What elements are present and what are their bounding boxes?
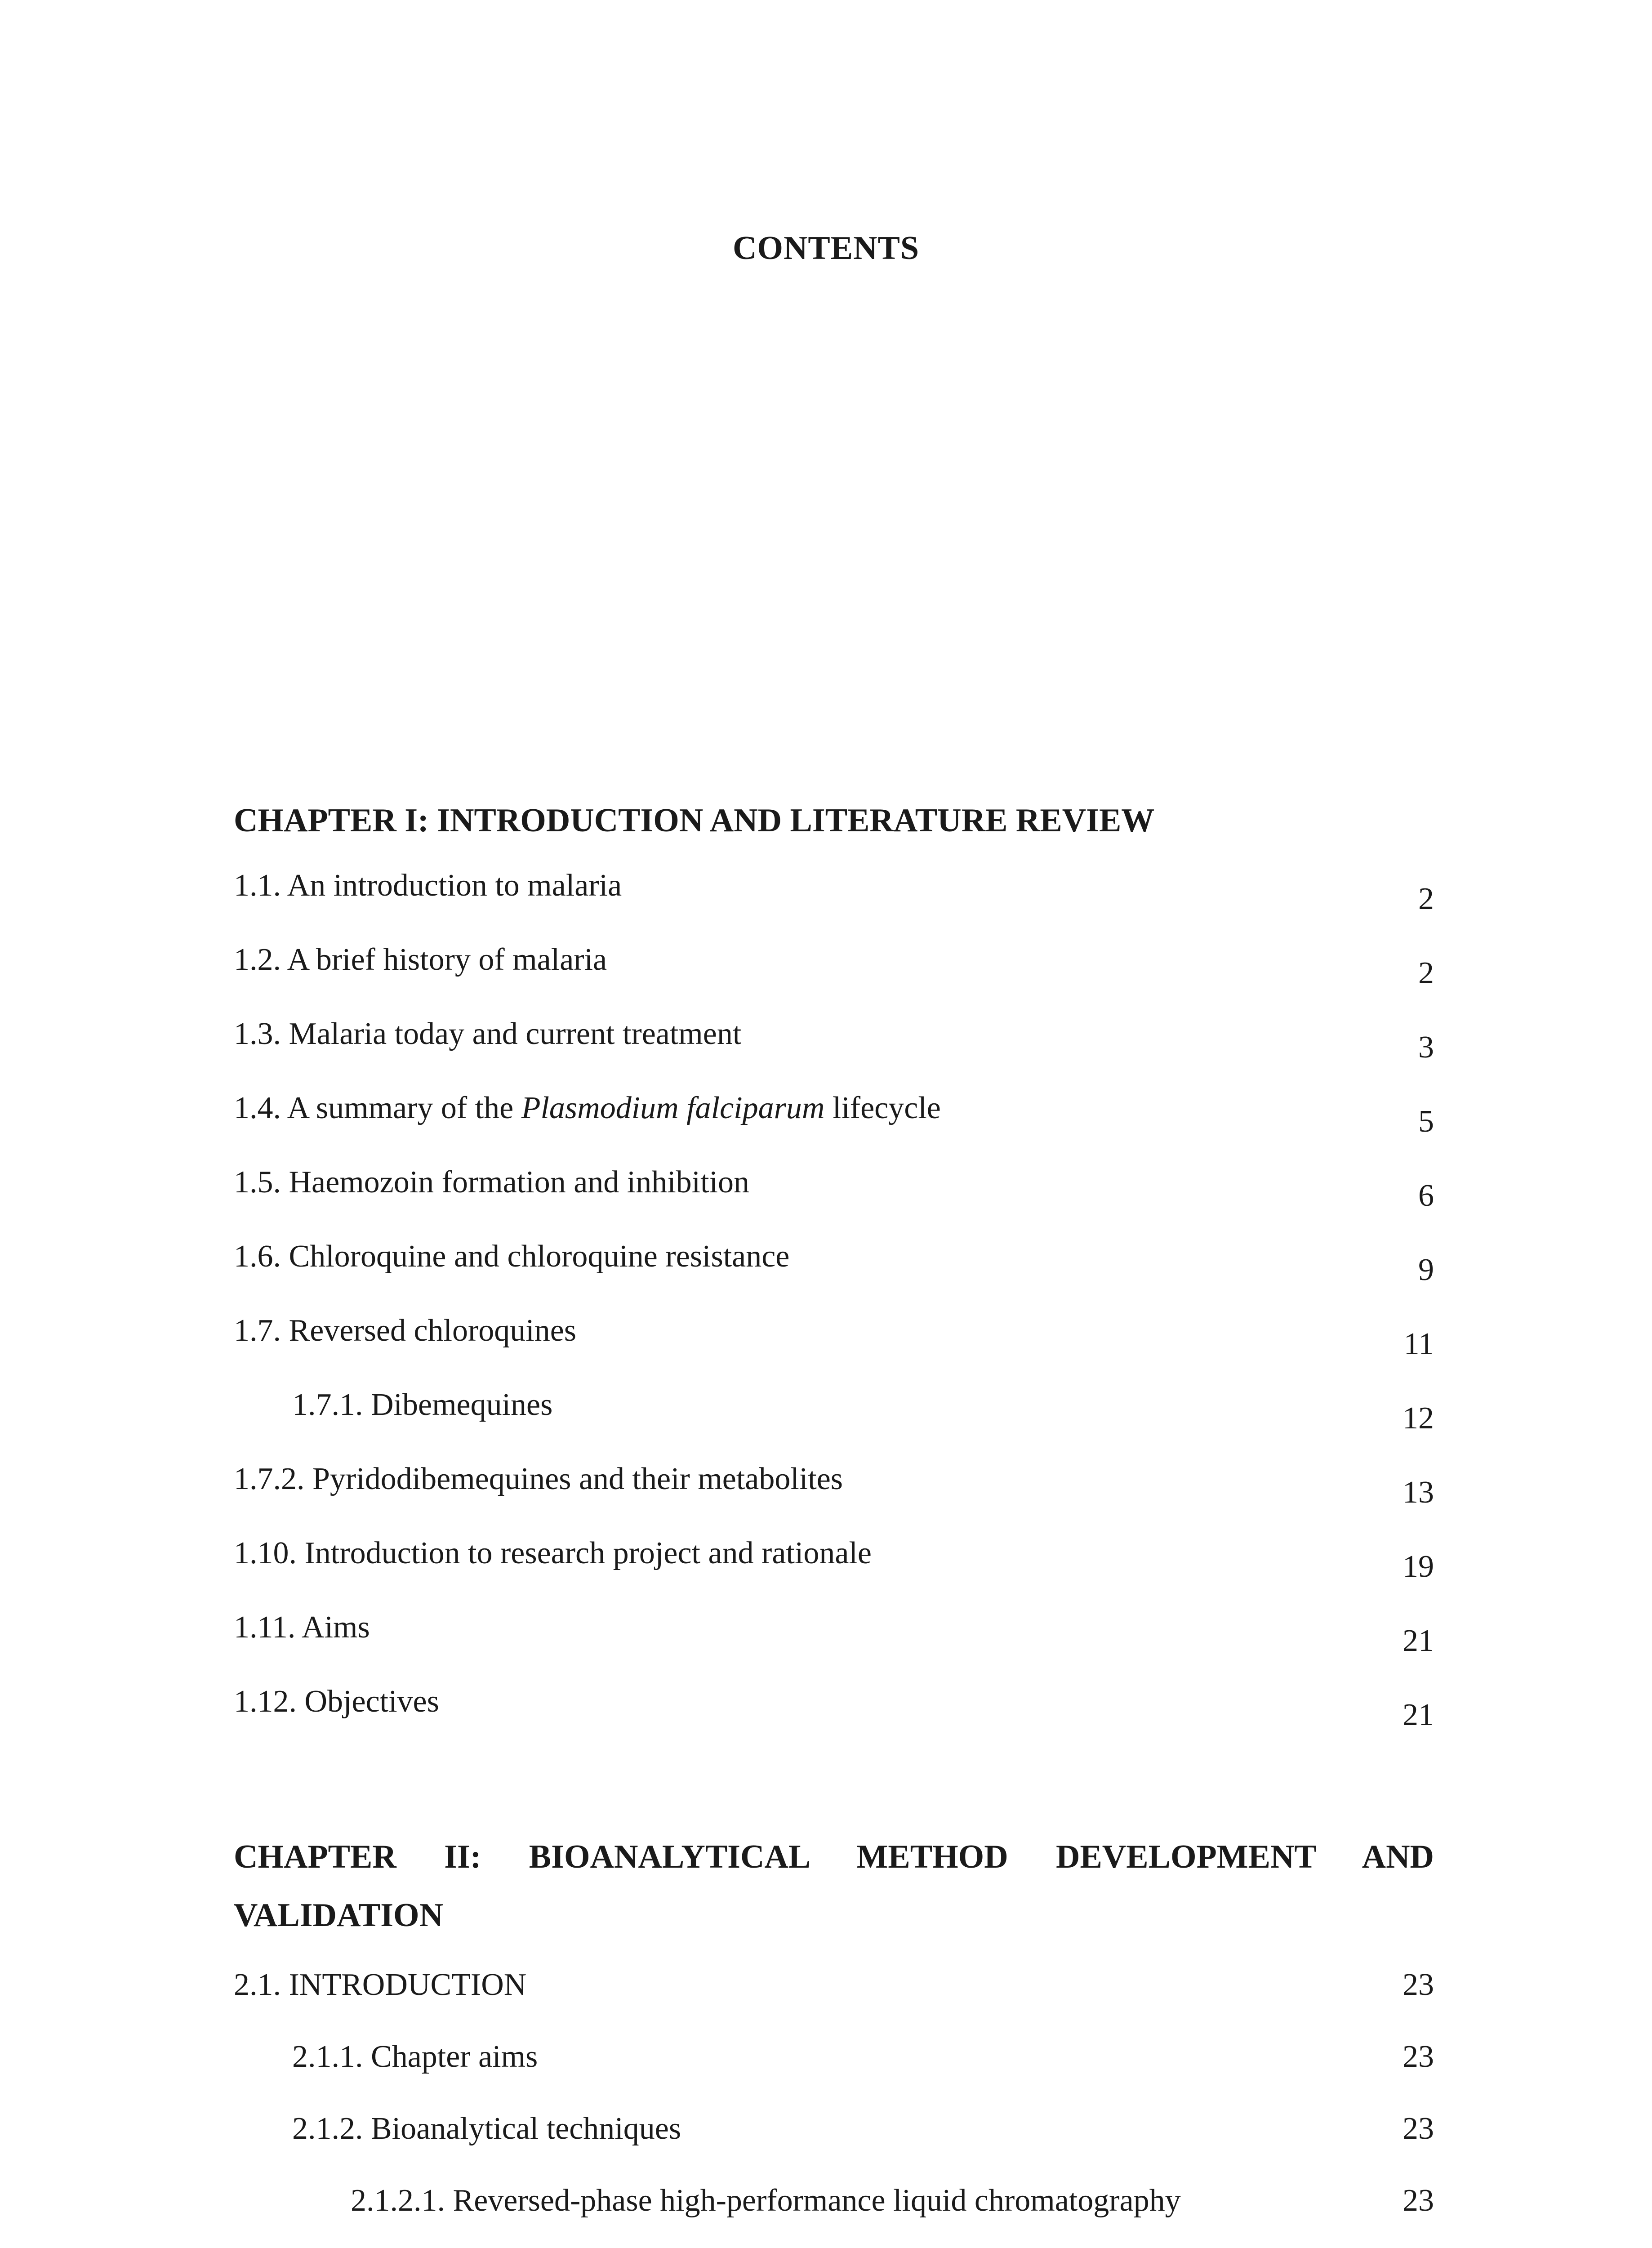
toc-entry-page: 13 xyxy=(1403,1475,1434,1510)
toc-entry[interactable] xyxy=(234,1239,1434,1297)
species-name: Plasmodium falciparum xyxy=(521,1091,825,1125)
toc-entry-page: 6 xyxy=(1418,1178,1434,1213)
toc-entry-page: 9 xyxy=(1418,1253,1434,1287)
toc-entry[interactable] xyxy=(234,1461,1434,1520)
toc-entry-page: 2 xyxy=(1418,882,1434,916)
toc-entry-label: 1.3. Malaria today and current treatment xyxy=(234,1017,742,1051)
toc-entry[interactable] xyxy=(234,1535,1434,1594)
toc-entry[interactable] xyxy=(234,2183,1434,2241)
toc-entry-label: 2.1.2. Bioanalytical techniques xyxy=(292,2111,681,2146)
toc-entry-page: 23 xyxy=(1403,2111,1434,2146)
toc-entry-page: 3 xyxy=(1418,1030,1434,1065)
toc-entry-label: 1.1. An introduction to malaria xyxy=(234,868,622,903)
toc-entry-label-start: 1.4. A summary of the xyxy=(234,1091,521,1125)
toc-entry-label: 2.1.2.1. Reversed-phase high-performance liquid chromatography xyxy=(351,2183,1181,2218)
toc-entry-label: 1.7. Reversed chloroquines xyxy=(234,1313,577,1348)
toc-entry-label: 1.6. Chloroquine and chloroquine resistance xyxy=(234,1239,790,1274)
toc-entry-page: 23 xyxy=(1403,1967,1434,2002)
toc-entry[interactable] xyxy=(234,1016,1434,1075)
toc-entry[interactable] xyxy=(234,1610,1434,1668)
toc-entry-page: 21 xyxy=(1403,1624,1434,1658)
toc-entry-label: 1.2. A brief history of malaria xyxy=(234,942,607,977)
toc-entry-page: 21 xyxy=(1403,1698,1434,1732)
toc-entry-label: 1.5. Haemozoin formation and inhibition xyxy=(234,1165,750,1200)
toc-entry-page: 23 xyxy=(1403,2183,1434,2218)
toc-entry-page: 23 xyxy=(1403,2039,1434,2074)
toc-entry[interactable] xyxy=(234,942,1434,1000)
toc-entry-page: 12 xyxy=(1403,1401,1434,1436)
chapter-heading: CHAPTER II: BIOANALYTICAL METHOD DEVELOPMENT AND VALIDATION xyxy=(234,1838,1434,1934)
toc-entry-page: 11 xyxy=(1403,1327,1434,1361)
toc-entry-page: 2 xyxy=(1418,956,1434,990)
toc-entry-label: 1.7.2. Pyridodibemequines and their metabolites xyxy=(234,1462,843,1496)
toc-entry[interactable] xyxy=(234,1164,1434,1223)
toc-entry-page: 19 xyxy=(1403,1549,1434,1584)
toc-entry[interactable] xyxy=(234,1967,1434,2025)
toc-entry[interactable] xyxy=(234,1090,1434,1149)
toc-entry-label: 1.11. Aims xyxy=(234,1610,370,1645)
toc-entry-page: 5 xyxy=(1418,1104,1434,1139)
toc-entry[interactable] xyxy=(234,2039,1434,2097)
toc-entry[interactable] xyxy=(234,1684,1434,1742)
toc-entry-label: 1.7.1. Dibemequines xyxy=(292,1387,553,1422)
chapter-heading: CHAPTER I: INTRODUCTION AND LITERATURE REVIEW xyxy=(234,802,1155,839)
toc-entry[interactable] xyxy=(234,868,1434,926)
toc-entry-label: 2.1. INTRODUCTION xyxy=(234,1967,527,2002)
toc-entry-label-end: lifecycle xyxy=(824,1091,941,1125)
toc-entry[interactable] xyxy=(234,2111,1434,2169)
toc-entry[interactable] xyxy=(234,1387,1434,1445)
page-title: CONTENTS xyxy=(732,230,920,267)
toc-entry-label: 1.10. Introduction to research project and rationale xyxy=(234,1536,872,1570)
toc-entry-label xyxy=(234,1090,941,1126)
toc-entry-label: 2.1.1. Chapter aims xyxy=(292,2039,538,2074)
toc-entry-label: 1.12. Objectives xyxy=(234,1684,439,1719)
toc-entry[interactable] xyxy=(234,1313,1434,1371)
